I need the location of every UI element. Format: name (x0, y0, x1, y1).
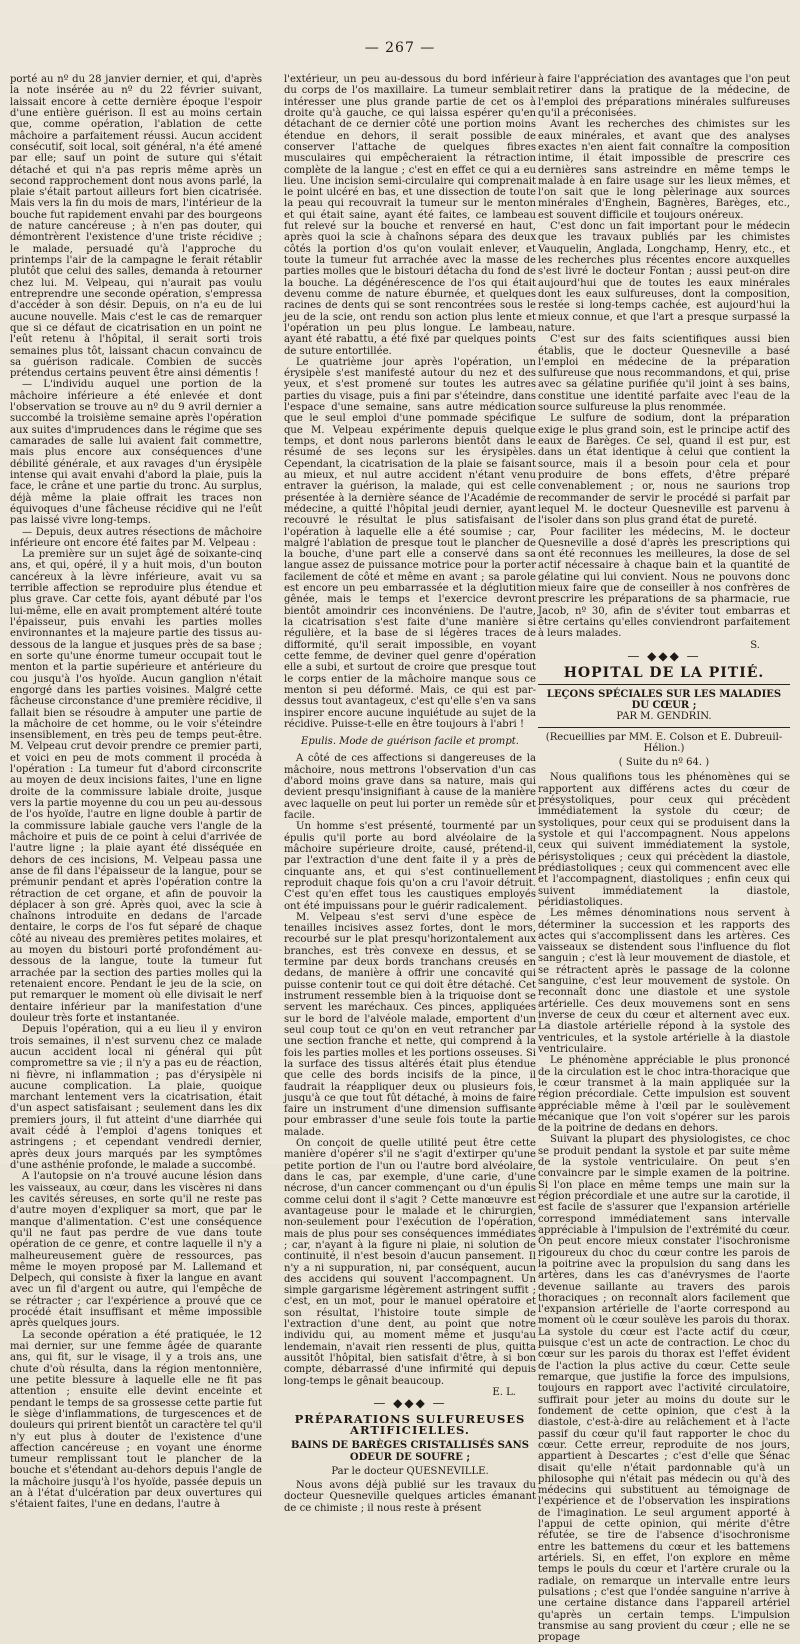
section-subheader: LEÇONS SPÉCIALES SUR LES MALADIES DU CŒUR ; (546, 688, 782, 711)
divider-ornament: — ◆◆◆ — (627, 648, 701, 663)
paragraph: Un homme s'est présenté, tourmenté par un épulis qu'il porte au bord alvéolaire de la mâchoire supérieure droite, causé, prétend-il, par l'extraction d'une dent faite il y a près de cinquante ans, et qui s'est continuellement reproduit chaque fois qu'on a cru l'avoir détruit. C'est qu'en effet tous les caustiques employés ont été impuissans pour le guérir radicalement. (284, 821, 536, 912)
paragraph: Le phénomène appréciable le plus prononcé de la circulation est le choc intra-thoracique que le cœur transmet à la main appliquée sur la région précordiale. Cette impulsion est souvent appréciable même à l'œil par le soulèvement mécanique que l'on voit s'opérer sur les parois de la poitrine de dedans en dehors. (538, 1055, 790, 1135)
divider (538, 727, 790, 728)
column-2 (284, 74, 536, 1514)
continuation-note: ( Suite du nº 64. ) (618, 757, 710, 769)
section-subtitle: Epulis. Mode de guérison facile et prompt. (301, 736, 519, 748)
paragraph: Avant les recherches des chimistes sur les eaux minérales, et avant que des analyses exactes n'en aient fait connaître la composition intime, il était impossible de prescrire ces dernières sans astreindre en même temps le malade à en faire usage sur les lieux mêmes, et l'on sait que le long pèlerinage aux sources minérales d'Enghein, Bagnères, Barèges, etc., est souvent difficile et toujours onéreux. (538, 119, 790, 221)
paragraph: C'est donc un fait important pour le médecin que les travaux publiés par les chimistes Vauquelin, Anglada, Longchamp, Henry, etc., et les recherches plus récentes encore auxquelles s'est livré le docteur Fontan ; aussi peut-on dire aujourd'hui que de toutes les eaux minérales dont les eaux sulfureuses, dont la composition, restée si long-temps cachée, est aujourd'hui la mieux connue, et que l'art a presque surpassé la nature. (538, 221, 790, 334)
paragraph: Nous avons déjà publié sur les travaux du docteur Quesneville quelques articles émanant de ce chimiste ; il nous reste à présent (284, 1480, 536, 1514)
paragraph: Les mêmes dénominations nous servent à déterminer la succession et les rapports des actes qui s'accomplissent dans les artères. Ces vaisseaux se distendent sous l'influence du flot sanguin ; c'est là leur mouvement de diastole, et se rétractent après le passage de la colonne sanguine, c'est leur mouvement de systole. On reconnaît donc une diastole et une systole artérielle. Ces deux mouvemens sont en sens inverse de ceux du cœur et alternent avec eux. La diastole artérielle répond à la systole des ventricules, et la systole artérielle à la diastole ventriculaire. (538, 908, 790, 1055)
section-header: PRÉPARATIONS SULFUREUSES ARTIFICIELLES. (294, 1411, 526, 1437)
signature: S. (750, 639, 760, 651)
paragraph: M. Velpeau s'est servi d'une espèce de tenailles incisives assez fortes, dont le mors, recourbé sur le plat presqu'horizontalement aux branches, est très convexe en dessus, et se termine par deux bords tranchans creusés en dedans, de manière à offrir une concavité qui puisse contenir tout ce qui doit être détaché. Cet instrument ressemble bien à la triquoise dont se servent les maréchaux. Ces pinces, appliquées sur le bord de l'alvéole malade, emportent d'un seul coup tout ce qu'on en veut retrancher par une section franche et nette, qui comprend à la fois les parties molles et les portions osseuses. Si la surface des tissus altérés était plus étendue que celle des bords incisifs de la pince, il faudrait la réappliquer deux ou plusieurs fois, jusqu'à ce que tout fût détaché, à moins de faire faire un instrument d'une dimension suffisante pour embrasser d'une seule fois toute la partie malade. (284, 911, 536, 1138)
author-line: PAR M. GENDRIN. (616, 711, 712, 723)
paragraph: C'est sur des faits scientifiques aussi bien établis, que le docteur Quesneville a basé l'emploi en médecine de la préparation sulfureuse que nous recommandons, et qui, prise avec sa gélatine purifiée qu'il joint à ses bains, constitue une identité parfaite avec l'eau de la source sulfureuse la plus renommée. (538, 334, 790, 414)
divider (538, 684, 790, 685)
column-3 (538, 74, 790, 1644)
paragraph: à faire l'appréciation des avantages que l'on peut retirer dans la pratique de la médecine, de l'emploi des préparations minérales sulfureuses qu'il a préconisées. (538, 74, 790, 119)
paragraph: A l'autopsie on n'a trouvé aucune lésion dans les vaisseaux, au cœur, dans les viscères ni dans les cavités séreuses, en sorte qu'il ne reste pas d'autre moyen d'expliquer sa mort, que par le manque d'alimentation. C'est une conséquence qu'il ne faut pas perdre de vue dans toute opération de ce genre, et contre laquelle il n'y a malheureusement guère de ressources, pas même le moyen proposé par M. Lallemand et Delpech, qui consiste à fixer la langue en avant avec un fil d'argent ou autre, qui l'empêche de se rétracter ; car l'expérience a prouvé que ce procédé était insuffisant et même impossible après quelques jours. (10, 1171, 262, 1330)
paragraph: porté au nº du 28 janvier dernier, et qui, d'après la note insérée au nº du 22 février suivant, laissait encore à cette dernière époque l'espoir d'une entière guérison. Il est au moins certain que, comme opération, l'ablation de cette mâchoire a parfaitement réussi. Aucun accident consécutif, soit local, soit général, n'a été amené par elle; sauf un point de suture qui s'était détaché et qui n'a pas repris même après un second rapprochement dont nous avons parlé, la plaie s'était partout ailleurs fort bien cicatrisée. Mais vers la fin du mois de mars, l'intérieur de la bouche fut rapidement envahi par des bourgeons de nature cancéreuse ; à n'en pas douter, qui démontrèrent l'existence d'une triste récidive ; le malade, persuadé qu'à l'approche du printemps l'air de la campagne le ferait rétablir plutôt que celui des salles, demanda à retourner chez lui. M. Velpeau, qui n'aurait pas voulu entreprendre une seconde opération, s'empressa d'accéder à son désir. Depuis, on n'a eu de lui aucune nouvelle. Mais c'est le cas de remarquer que si ce défaut de cicatrisation en un point ne l'eût retenu à l'hôpital, il serait sorti trois semaines plus tôt, laissant chacun convaincu de sa guérison radicale. Combien de succès prétendus certains peuvent être ainsi démentis ! (10, 74, 262, 380)
column-1 (10, 74, 262, 1511)
paragraph: La première sur un sujet âgé de soixante-cinq ans, et qui, opéré, il y a huit mois, d'un bouton cancéreux à la lèvre inférieure, avait vu sa terrible affection se reproduire plus étendue et plus grave. Car cette fois, ayant débuté par l'os lui-même, elle en avait promptement altéré toute l'épaisseur, puis envahi les parties molles environnantes et la majeure partie des tissus au-dessous de la langue et jusques près de sa base ; en sorte qu'une énorme tumeur occupait tout le menton et la partie supérieure et antérieure du cou jusqu'à l'os hyoïde. Aucun ganglion n'était engorgé dans les parties voisines. Malgré cette fâcheuse circonstance d'une première récidive, il fallait bien se résoudre à amputer une partie de la mâchoire de cet homme, ou le voir s'éteindre insensiblement, en très peu de temps peut-être. M. Velpeau crut devoir prendre ce premier parti, et voici en peu de mots comment il procéda à l'opération : La tumeur fut d'abord circonscrite au moyen de deux incisions faites, l'une en ligne droite de la commissure labiale droite, jusque vers la partie moyenne du cou un peu au-dessous de l'os hyoïde, l'autre en ligne double à partir de la commissure labiale gauche vers l'angle de la mâchoire et puis de ce point à celui d'arrivée de l'autre ligne ; la plaie ayant été disséquée en dehors de ces incisions, M. Velpeau passa une anse de fil dans l'épaisseur de la langue, pour se prémunir pendant et après l'opération contre la rétraction de cet organe, et afin de pouvoir la déplacer à son gré. Après quoi, avec la scie à chaînons introduite en dedans de l'arcade dentaire, le corps de l'os fut séparé de chaque côté au niveau des premières petites molaires, et au moyen du bistouri porté profondément au-dessous de la langue, toute la tumeur fut arrachée par la section des parties molles qui la retenaient encore. Pendant le jeu de la scie, on put remarquer le moment où elle divisait le nerf dentaire inférieur par la manifestation d'une douleur très forte et instantanée. (10, 549, 262, 1024)
paragraph: On conçoit de quelle utilité peut être cette manière d'opérer s'il ne s'agit d'extirper qu'une petite portion de l'un ou l'autre bord alvéolaire, dans le cas, par exemple, d'une carie, d'une nécrose, d'un cancer commençant ou d'un épulis comme celui dont il s'agit ? Cette manœuvre est avantageuse pour le malade et le chirurgien, non-seulement pour l'exécution de l'opération, mais de plus pour ses conséquences immédiates ; car, n'ayant à la figure ni plaie, ni solution de continuité, il n'est besoin d'aucun pansement. Il n'y a ni suppuration, ni, par conséquent, aucun des accidens qui souvent l'accompagnent. Un simple gargarisme légèrement astringent suffit ; c'est, en un mot, pour le manuel opératoire et son résultat, l'histoire toute simple de l'extraction d'une dent, au point que notre individu qui, au moment même et jusqu'au lendemain, n'avait rien ressenti de plus, quitta aussitôt l'hôpital, bien satisfait d'être, à si bon compte, débarrassé d'une infirmité qui depuis long-temps le gênait beaucoup. (284, 1138, 536, 1387)
paragraph: Pour faciliter les médecins, M. le docteur Quesneville a dosé d'après les prescriptions qui ont été reconnues les meilleures, la dose de sel actif nécessaire à chaque bain et la quantité de gélatine qui lui convient. Nous ne pouvons donc mieux faire que de conseiller à nos confrères de prescrire les préparations de sa pharmacie, rue Jacob, nº 30, afin de s'éviter tout embarras et être certains qu'elles conviendront parfaitement à leurs malades. (538, 526, 790, 640)
paragraph: Depuis l'opération, qui a eu lieu il y environ trois semaines, il n'est survenu chez ce malade aucun accident local ni général qui pût compromettre sa vie ; il n'y a pas eu de réaction, ni fièvre, ni inflammation ; pas d'érysipèle ni aucune complication. La plaie, quoique marchant lentement vers la cicatrisation, était d'un aspect satisfaisant ; seulement dans les dix premiers jours, il fut atteint d'une diarrhée qui avait cédé à l'emploi d'agens toniques et astringens ; et cependant vendredi dernier, après deux jours marqués par les symptômes d'une asthénie profonde, le malade a succombé. (10, 1024, 262, 1171)
collected-by: (Recueillies par MM. E. Colson et E. Dubreuil-Hélion.) (545, 731, 783, 754)
paragraph: Le quatrième jour après l'opération, un érysipèle s'est manifesté autour du nez et des yeux, et s'est promené sur toutes les autres parties du visage, puis a fini par s'éteindre, dans l'espace d'une semaine, sans autre médication que le seul emploi d'une pommade spécifique que M. Velpeau expérimente depuis quelque temps, et dont nous parlerons bientôt dans le résumé de ses leçons sur les érysipèles. Cependant, la cicatrisation de la plaie se faisant au mieux, et nul autre accident n'étant venu entraver la guérison, la malade, qui est celle présentée à la dernière séance de l'Académie de médecine, a quitté l'hôpital jeudi dernier, ayant recouvré le résultat le plus satisfaisant de l'opération à laquelle elle a été soumise ; car, malgré l'ablation de presque tout le plancher de la bouche, d'une part elle a conservé dans sa langue assez de puissance motrice pour la porter facilement de côté et même en avant ; sa parole est encore un peu embarrassée et la déglutition gênée, mais le temps et l'exercice devront bientôt amoindrir ces inconvéniens. De l'autre, la cicatrisation s'est faite d'une manière si régulière, et la base de si légères traces de difformité, qu'il serait impossible, en voyant cette femme, de deviner quel genre d'opération elle a subi, et surtout de croire que presque tout le corps entier de la mâchoire manque sous ce menton si peu déformé. Mais, ce qui est par-dessus tout avantageux, c'est qu'elle s'en va sans inspirer encore aucune inquiétude au sujet de la récidive. Puisse-t-elle en être toujours à l'abri ! (284, 356, 536, 730)
paragraph: l'extérieur, un peu au-dessous du bord inférieur du corps de l'os maxillaire. La tumeur semblait intéresser une plus grande partie de cet os à droite qu'à gauche, ce qui laissa espérer qu'en détachant de ce dernier côté une portion moins étendue en dehors, il serait possible de conserver l'attache de quelques fibres musculaires qui empêcheraient la rétraction complète de la langue ; c'est en effet ce qui a eu lieu. Une incision semi-circulaire qui comprenait le point ulcéré en bas, et une dissection de toute la peau qui recouvrait la tumeur sur le menton et qui était saine, ayant été faites, ce lambeau fut relevé sur la bouche et renversé en haut, après quoi la scie à chaînons sépara des deux côtés la portion d'os qu'on voulait enlever, et toute la tumeur fut arrachée avec la masse de parties molles que le bistouri détacha du fond de la bouche. La dégénérescence de l'os qui était devenu comme de nature éburnée, et quelques racines de dents qui se sont rencontrées sous le jeu de la scie, ont rendu son action plus lente et l'opération un peu plus longue. Le lambeau, ayant été rabattu, a été fixé par quelques points de suture entortillée. (284, 74, 536, 357)
divider-ornament: — ◆◆◆ — (373, 1396, 447, 1411)
paragraph: Suivant la plupart des physiologistes, ce choc se produit pendant la systole et par suite même de la systole ventriculaire. On peut s'en convaincre par le simple examen de la poitrine. Si l'on place en même temps une main sur la région précordiale et une autre sur la carotide, il est facile de s'assurer que l'expansion artérielle correspond immédiatement sans intervalle appréciable à l'impulsion de l'extrémité du cœur. On peut encore mieux constater l'isochronisme rigoureux du choc du cœur contre les parois de la poitrine avec la propulsion du sang dans les artères, dans les cas d'anévrysmes de l'aorte devenue saillante au travers des parois thoraciques ; on reconnaît alors facilement que l'expansion artérielle de l'aorte correspond au moment où le cœur soulève les parois du thorax. La systole du cœur est l'acte actif du cœur, puisque c'est un acte de contraction. Le choc du cœur sur les parois du thorax est l'effet évident de l'action la plus active du cœur. Cette seule remarque, que justifie la force des impulsions, toujours en rapport avec l'activité circulatoire, suffirait pour jeter au moins du doute sur le fondement de cette opinion, que c'est à la diastole, c'est-à-dire au relâchement et à l'acte passif du cœur qu'il faut rapporter le choc du cœur. Cette erreur, reproduite de nos jours, appartient à Descartes ; c'est d'elle que Sénac disait qu'elle n'était pardonnable qu'à un philosophe qui n'était pas médecin ou qu'à des médecins qui substituent au témoignage de l'expérience et de l'observation les inspirations de l'imagination. Le seul argument apporté à l'appui de cette opinion, qui mérite d'être réfutée, se tire de l'absence d'isochronisme entre les battemens du cœur et les battemens artériels. Si, en effet, l'on explore en même temps le pouls du cœur et l'artère crurale ou la radiale, on remarque un intervalle entre leurs pulsations ; c'est que l'ondée sanguine n'arrive à une certaine distance dans l'appareil artériel qu'après un certain temps. L'impulsion transmise au sang provient du cœur ; elle ne se propage (538, 1134, 790, 1644)
paragraph: Nous qualifions tous les phénomènes qui se rapportent aux différens actes du cœur de présystoliques, pour ceux qui précèdent immédiatement la systole du cœur; de systoliques, pour ceux qui se produisent dans la systole et qui l'accompagnent. Nous appelons ceux qui suivent immédiatement la systole, périsystoliques ; ceux qui précèdent la diastole, prédiastoliques ; ceux qui commencent avec elle et l'accompagnent, diastoliques ; enfin ceux qui suivent immédiatement la diastole, péridiastoliques. (538, 772, 790, 908)
page-number: — 267 — (364, 40, 436, 56)
paragraph: — L'individu auquel une portion de la mâchoire inférieure a été enlevée et dont l'observation se trouve au nº du 9 avril dernier a succombé la troisième semaine après l'opération aux suites d'imprudences dans le régime que ses camarades de salle lui avaient fait commettre, mais plus encore aux conséquences d'une débilité générale, et aux ravages d'un érysipèle intense qui avait envahi d'abord la plaie, puis la face, le crâne et une partie du tronc. Au surplus, déjà même la plaie offrait les traces non équivoques d'une fâcheuse récidive qui ne l'eût pas laissé vivre long-temps. (10, 379, 262, 527)
paragraph: A côté de ces affections si dangereuses de la mâchoire, nous mettrons l'observation d'un cas d'abord moins grave dans sa nature, mais qui devient presqu'insignifiant à cause de la manière avec laquelle on peut lui porter un remède sûr et facile. (284, 753, 536, 821)
paragraph: La seconde opération a été pratiquée, le 12 mai dernier, sur une femme âgée de quarante ans, qui fit, sur le visage, il y a trois ans, une chute d'où résulta, dans la région mentonnière, une petite blessure à laquelle elle ne fit pas attention ; ensuite elle devint enceinte et pendant le temps de sa grossesse cette partie fut le siège d'inflammations, de turgescences et de douleurs qui prirent bientôt un caractère tel qu'il n'y eut plus à douter de l'existence d'une affection cancéreuse ; en voyant une énorme tumeur remplissant tout le plancher de la bouche et s'étendant au-dehors depuis l'angle de la mâchoire jusqu'à l'os hyoïde, passée depuis un an à l'état d'ulcération par deux ouvertures qui s'étaient faites, l'une en dedans, l'autre à (10, 1329, 262, 1511)
paragraph: — Depuis, deux autres résections de mâchoire inférieure ont encore été faites par M. Velpeau : (10, 526, 262, 549)
section-subheader: BAINS DE BARÈGES CRISTALLISÉS SANS ODEUR DE SOUFRE ; (291, 1440, 529, 1463)
signature: E. L. (492, 1386, 516, 1398)
section-header: HOPITAL DE LA PITIÉ. (563, 665, 765, 682)
paragraph: Le sulfure de sodium, dont la préparation exige le plus grand soin, est le principe actif des eaux de Barèges. Ce sel, quand il est pur, est dans un état identique à celui que contient la source, mais il a besoin pour cela et pour produire de bons effets, d'être préparé convenablement ; or, nous ne saurions trop recommander de servir le procédé si parfait par lequel M. le docteur Quesneville est parvenu à l'isoler dans son plus grand état de pureté. (538, 413, 790, 527)
author-line: Par le docteur QUESNEVILLE. (331, 1465, 489, 1477)
